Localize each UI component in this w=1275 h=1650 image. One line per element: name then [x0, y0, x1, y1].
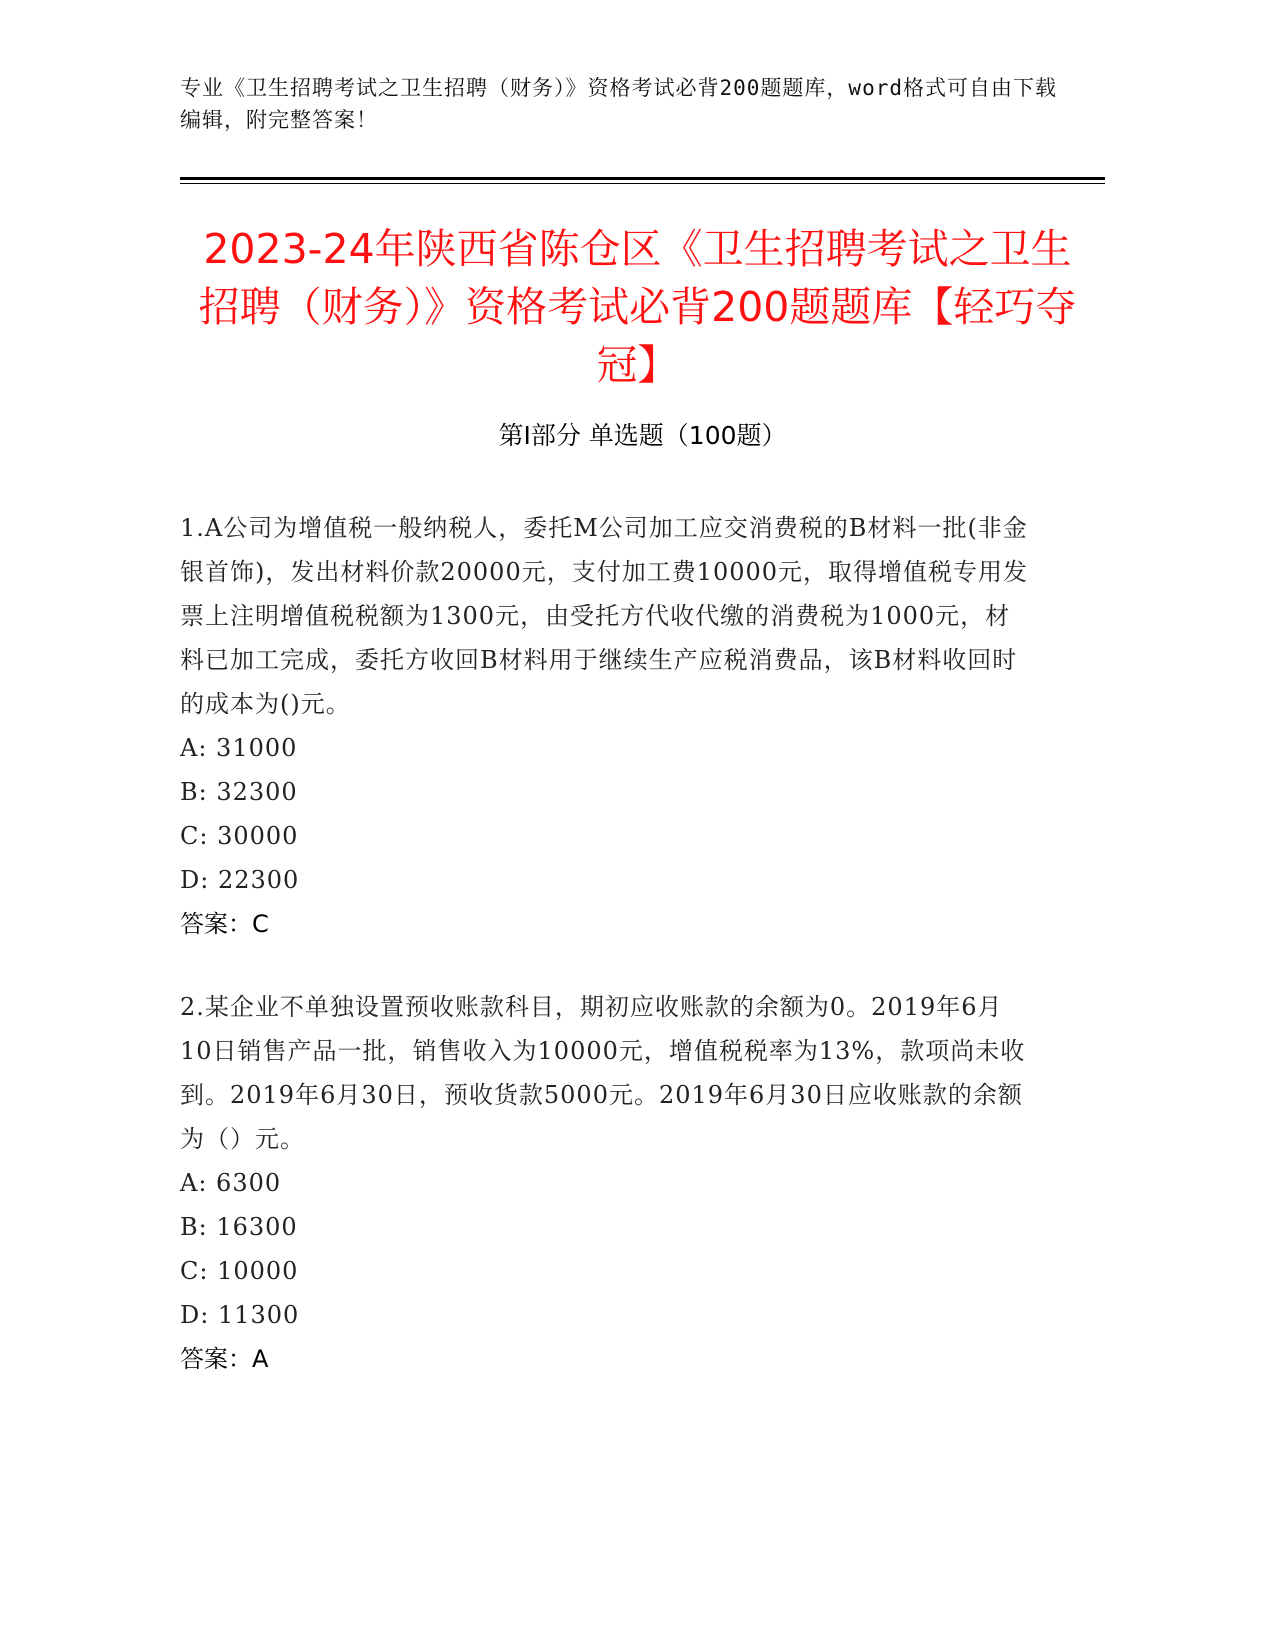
option-c: C: 30000 [180, 822, 299, 850]
answer: 答案：A [180, 1345, 269, 1373]
answer: 答案：C [180, 910, 269, 938]
question-1 [180, 506, 1030, 946]
header-divider-thick [180, 177, 1105, 180]
question-stem: 2.某企业不单独设置预收账款科目，期初应收账款的余额为0。2019年6月10日销售产品一批，销售收入为10000元，增值税税率为13%，款项尚未收到。2019年6月30日，预收货款5000元。2019年6月30日应收账款的余额为（）元。 [180, 993, 1026, 1153]
option-d: D: 22300 [180, 866, 300, 894]
option-a: A: 31000 [180, 734, 298, 762]
option-b: B: 16300 [180, 1213, 298, 1241]
option-c: C: 10000 [180, 1257, 299, 1285]
option-b: B: 32300 [180, 778, 298, 806]
question-stem: 1.A公司为增值税一般纳税人，委托M公司加工应交消费税的B材料一批(非金银首饰)，发出材料价款20000元，支付加工费10000元，取得增值税专用发票上注明增值税税额为1300元，由受托方代收代缴的消费税为1000元，材料已加工完成，委托方收回B材料用于继续生产应税消费品，该B材料收回时的成本为()元。 [180, 514, 1029, 718]
header-note: 专业《卫生招聘考试之卫生招聘（财务）》资格考试必背200题题库，word格式可自由下载编辑，附完整答案！ [180, 76, 1057, 132]
option-d: D: 11300 [180, 1301, 300, 1329]
header-divider-thin [180, 183, 1105, 184]
document-title: 2023-24年陕西省陈仓区《卫生招聘考试之卫生招聘（财务）》资格考试必背200题题库【轻巧夺冠】 [198, 225, 1077, 389]
section-title: 第I部分 单选题（100题） [498, 421, 787, 450]
option-a: A: 6300 [180, 1169, 282, 1197]
question-2 [180, 985, 1030, 1381]
